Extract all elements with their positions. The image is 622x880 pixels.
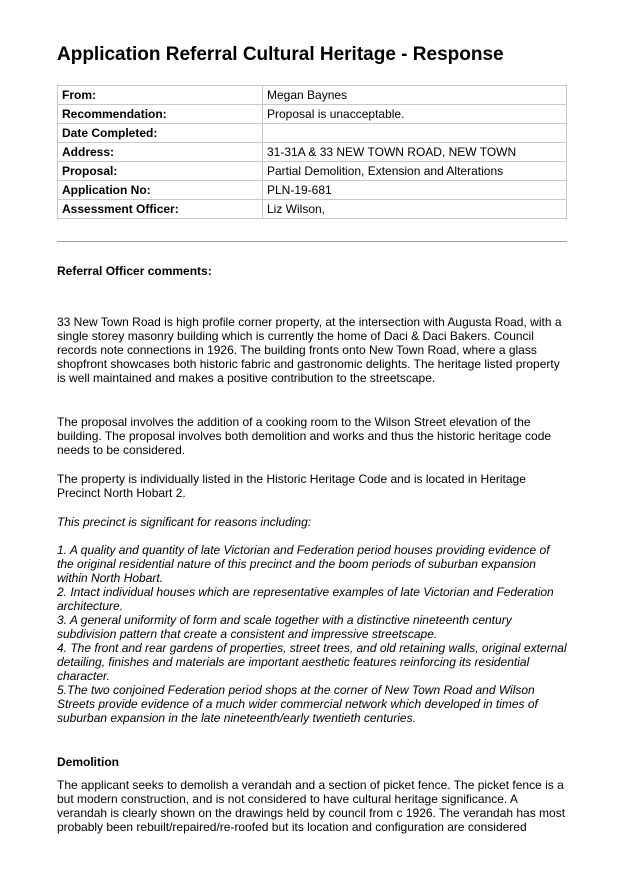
comments-heading: Referral Officer comments: — [57, 264, 212, 278]
precinct-intro: This precinct is significant for reasons including: — [57, 515, 312, 529]
table-row — [58, 86, 567, 105]
paragraph-proposal: The proposal involves the addition of a cooking room to the Wilson Street elevation of the building. The proposal involves both demolition and works and thus the historic heritage code needs to be considered. — [57, 415, 552, 457]
paragraph-listing: The property is individually listed in the Historic Heritage Code and is located in Heritage Precinct North Hobart 2. — [57, 472, 526, 500]
date-completed-label: Date Completed: — [58, 124, 263, 143]
assessment-officer-value: Liz Wilson, — [263, 200, 567, 219]
table-row — [58, 143, 567, 162]
list-item: 3. A general uniformity of form and scale together with a distinctive nineteenth century subdivision pattern that create a consistent and impressive streetscape. — [57, 613, 512, 641]
application-no-value: PLN-19-681 — [263, 181, 567, 200]
precinct-reasons-list — [57, 543, 567, 725]
demolition-heading: Demolition — [57, 755, 119, 769]
paragraph-site-description: 33 New Town Road is high profile corner property, at the intersection with Augusta Road, with a single storey masonry building which is currently the home of Daci & Daci Bakers. Council records note connections in 1926. The building fronts onto New Town Road, where a glass shopfront showcases both historic fabric and gastronomic delights. The heritage listed property is well maintained and makes a positive contribution to the streetscape. — [57, 315, 562, 385]
application-details-table — [57, 85, 567, 219]
assessment-officer-label: Assessment Officer: — [58, 200, 263, 219]
address-value: 31-31A & 33 NEW TOWN ROAD, NEW TOWN — [263, 143, 567, 162]
table-row — [58, 162, 567, 181]
proposal-label: Proposal: — [58, 162, 263, 181]
table-row — [58, 105, 567, 124]
proposal-value: Partial Demolition, Extension and Alterations — [263, 162, 567, 181]
list-item: 5.The two conjoined Federation period shops at the corner of New Town Road and Wilson Streets provide evidence of a much wider commercial network which developed in times of suburban expansion in the late nineteenth/early twentieth centuries. — [57, 683, 538, 725]
list-item: 4. The front and rear gardens of properties, street trees, and old retaining walls, original external detailing, finishes and materials are important aesthetic features reinforcing its residential character. — [57, 641, 567, 683]
demolition-paragraph: The applicant seeks to demolish a verandah and a section of picket fence. The picket fence is a but modern construction, and is not considered to have cultural heritage significance. A verandah is clearly shown on the drawings held by council from c 1926. The verandah has most probably been rebuilt/repaired/re-roofed but its location and configuration are considered — [57, 778, 566, 834]
address-label: Address: — [58, 143, 263, 162]
from-value: Megan Baynes — [263, 86, 567, 105]
application-no-label: Application No: — [58, 181, 263, 200]
horizontal-divider — [57, 241, 567, 242]
table-row — [58, 181, 567, 200]
from-label: From: — [58, 86, 263, 105]
recommendation-value: Proposal is unacceptable. — [263, 105, 567, 124]
table-row — [58, 124, 567, 143]
list-item: 2. Intact individual houses which are representative examples of late Victorian and Federation architecture. — [57, 585, 554, 613]
list-item: 1. A quality and quantity of late Victorian and Federation period houses providing evidence of the original residential nature of this precinct and the boom periods of suburban expansion within North Hobart. — [57, 543, 550, 585]
document-title: Application Referral Cultural Heritage - Response — [57, 44, 504, 65]
table-row — [58, 200, 567, 219]
date-completed-value — [263, 124, 567, 143]
recommendation-label: Recommendation: — [58, 105, 263, 124]
